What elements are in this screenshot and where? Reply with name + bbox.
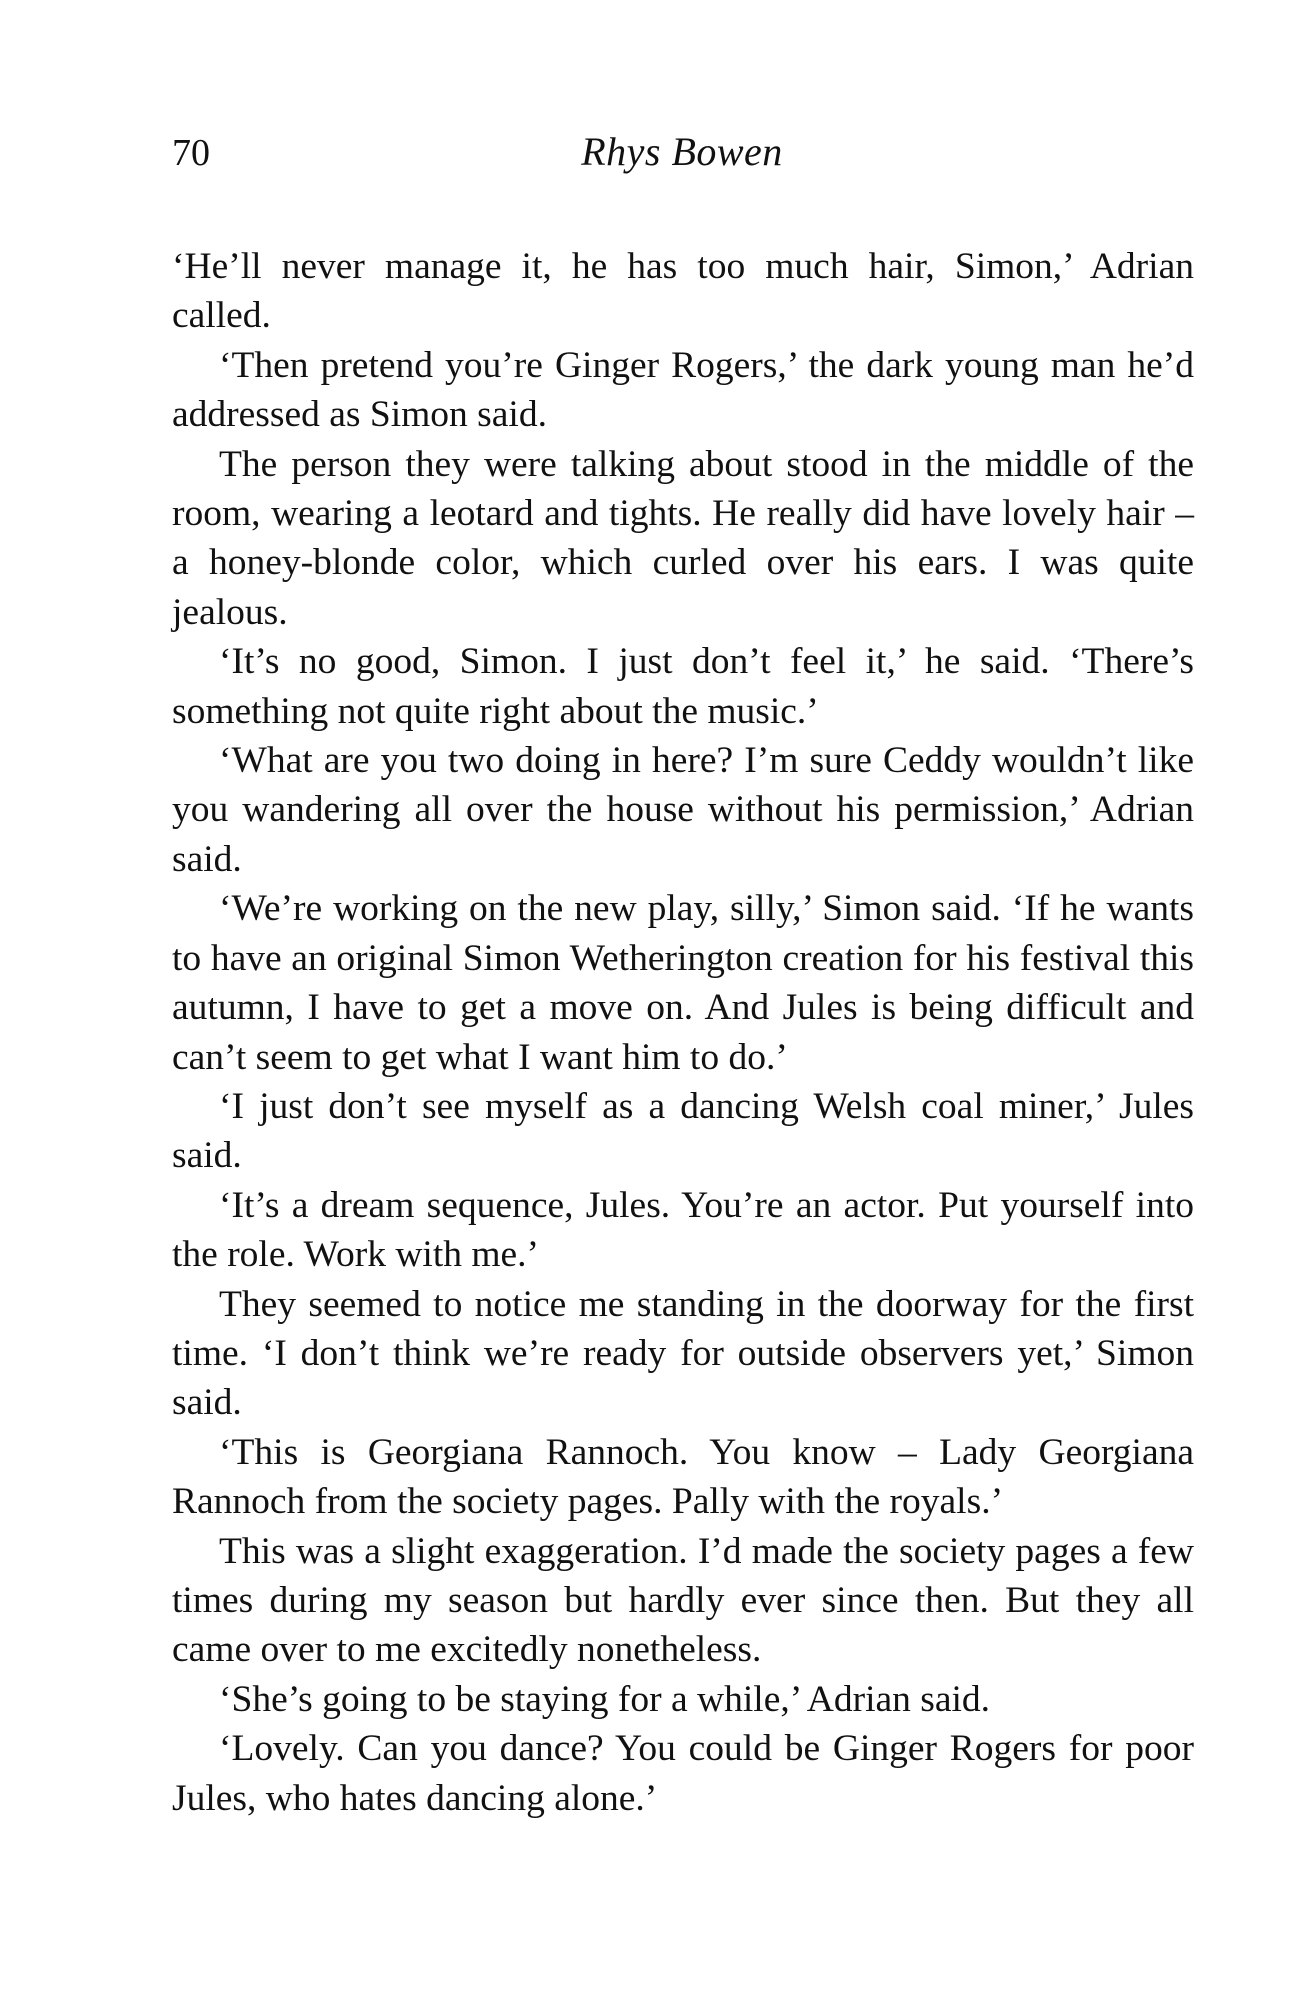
paragraph: ‘Lovely. Can you dance? You could be Ginger Rogers for poor Jules, who hates dancing alone.’ xyxy=(172,1728,1194,1819)
body-text xyxy=(172,242,1194,1823)
paragraph: ‘Then pretend you’re Ginger Rogers,’ the dark young man he’d addressed as Simon said. xyxy=(172,344,1194,436)
paragraph: ‘We’re working on the new play, silly,’ Simon said. ‘If he wants to have an original Simon Wetherington creation for his festival this autumn, I have to get a move on. And Jules is being difficult and can’t seem to get what I want him to do.’ xyxy=(172,888,1194,1078)
paragraph: ‘I just don’t see myself as a dancing Welsh coal miner,’ Jules said. xyxy=(172,1085,1194,1177)
paragraph: ‘This is Georgiana Rannoch. You know – Lady Georgiana Rannoch from the society pages. Pally with the royals.’ xyxy=(172,1431,1194,1523)
paragraph: This was a slight exaggeration. I’d made the society pages a few times during my season but hardly ever since then. But they all came over to me excitedly nonetheless. xyxy=(172,1530,1194,1671)
running-head xyxy=(172,118,1192,188)
paragraph: They seemed to notice me standing in the doorway for the first time. ‘I don’t think we’re ready for outside observers yet,’ Simon said. xyxy=(172,1283,1194,1424)
paragraph: ‘He’ll never manage it, he has too much hair, Simon,’ Adrian called. xyxy=(172,246,1194,337)
paragraph: ‘It’s a dream sequence, Jules. You’re an actor. Put yourself into the role. Work with me.’ xyxy=(172,1184,1194,1276)
paragraph: ‘What are you two doing in here? I’m sure Ceddy wouldn’t like you wandering all over the house without his permission,’ Adrian said. xyxy=(172,740,1194,880)
page-number: 70 xyxy=(172,132,210,174)
paragraph: ‘She’s going to be staying for a while,’ Adrian said. xyxy=(219,1678,991,1720)
paragraph: The person they were talking about stood in the middle of the room, wearing a leotard and tights. He really did have lovely hair – a honey-blonde color, which curled over his ears. I was quite jealous. xyxy=(172,443,1194,633)
paragraph: ‘It’s no good, Simon. I just don’t feel it,’ he said. ‘There’s something not quite right about the music.’ xyxy=(172,641,1194,732)
running-head-author: Rhys Bowen xyxy=(581,129,783,174)
